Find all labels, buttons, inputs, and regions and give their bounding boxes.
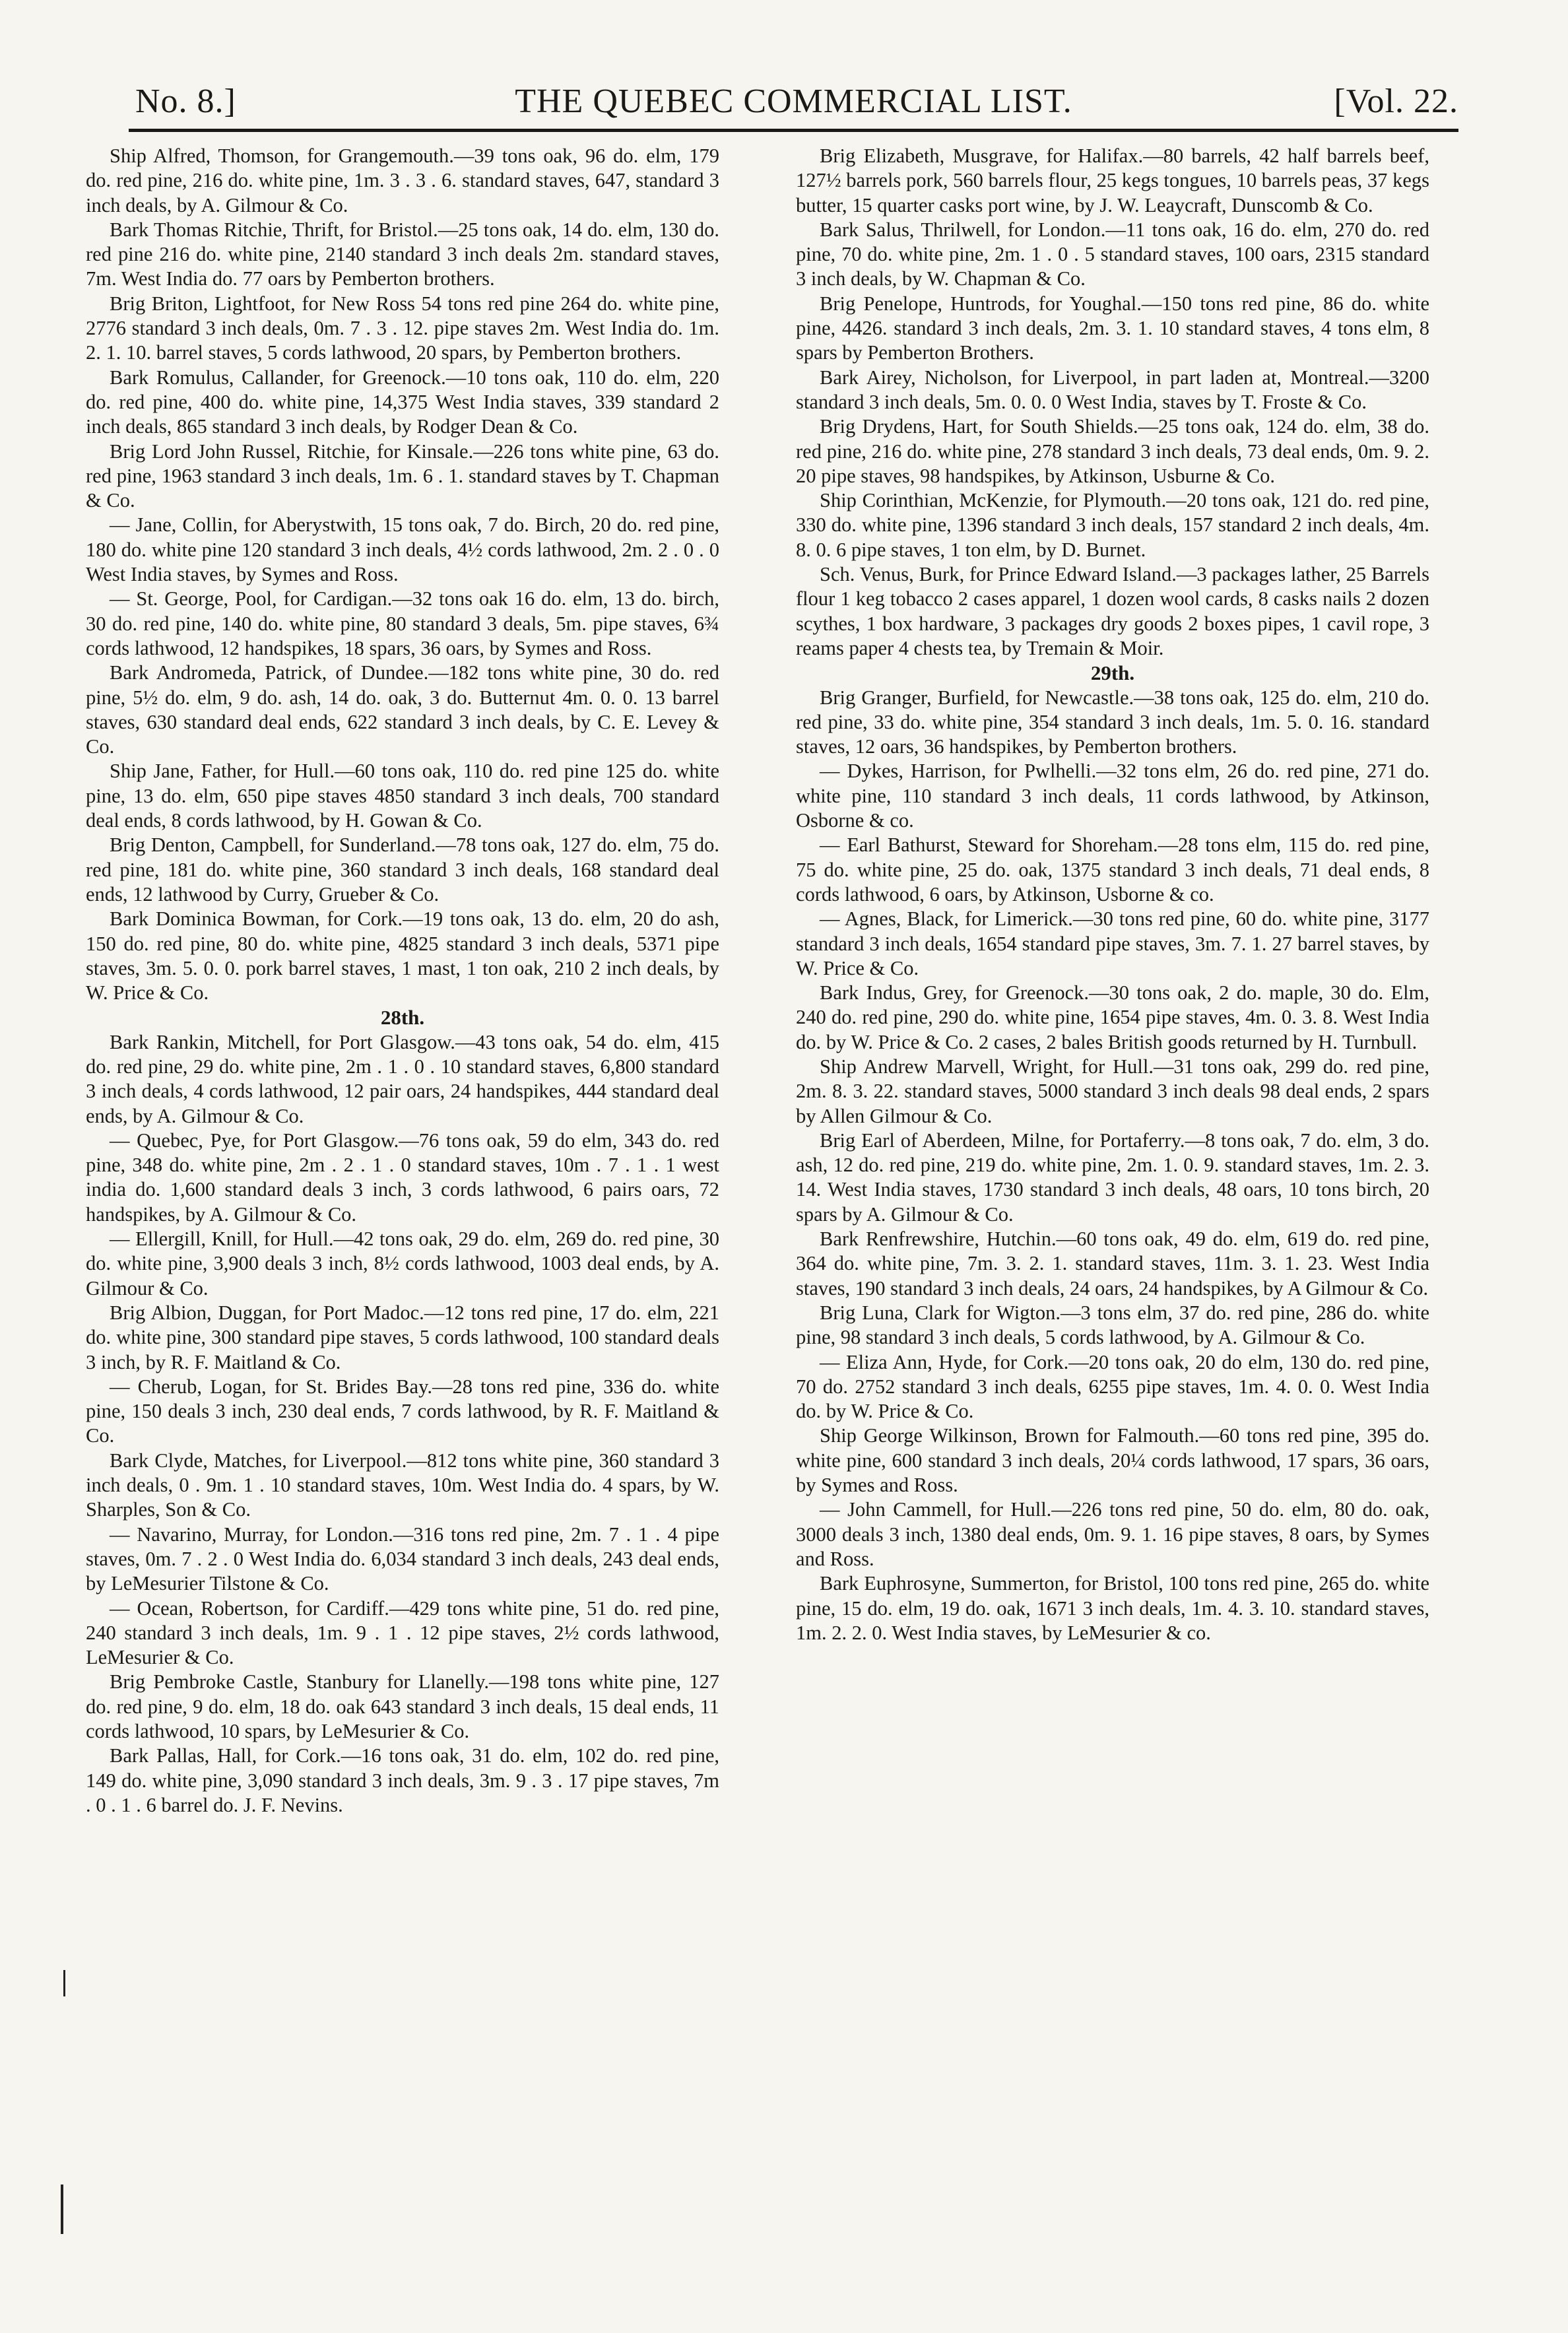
shipping-entry: Sch. Venus, Burk, for Prince Edward Island.—3 packages lather, 25 Barrels flour 1 keg tobacco 2 cases apparel, 1 dozen wool cards, 8 casks nails 2 dozen scythes, 1 box hardware, 3 packages dry goods 2 boxes pipes, 1 cavil rope, 3 reams paper 4 chests tea, by Tremain & Moir. xyxy=(796,563,1429,659)
shipping-entry: Brig Denton, Campbell, for Sunderland.—78 tons oak, 127 do. elm, 75 do. red pine, 181 do. white pine, 360 standard 3 inch deals, 168 standard deal ends, 12 lathwood by Curry, Grueber & Co. xyxy=(86,834,719,905)
shipping-entry: — Eliza Ann, Hyde, for Cork.—20 tons oak, 20 do elm, 130 do. red pine, 70 do. 2752 standard 3 inch deals, 6255 pipe staves, 1m. 4. 0. 0. West India do. by W. Price & Co. xyxy=(796,1350,1429,1423)
shipping-entry: Bark Renfrewshire, Hutchin.—60 tons oak, 49 do. elm, 619 do. red pine, 364 do. white pine, 7m. 3. 2. 1. standard staves, 11m. 3. 1. 23. West India staves, 190 standard 3 inch deals, 24 oars, 24 handspikes, by A Gilmour & Co. xyxy=(796,1228,1429,1299)
shipping-entry: — Jane, Collin, for Aberystwith, 15 tons oak, 7 do. Birch, 20 do. red pine, 180 do. white pine 120 standard 3 inch deals, 4½ cords lathwood, 2m. 2 . 0 . 0 West India staves, by Symes and Ross. xyxy=(86,513,719,586)
shipping-entry: Ship Andrew Marvell, Wright, for Hull.—31 tons oak, 299 do. red pine, 2m. 8. 3. 22. standard staves, 5000 standard 3 inch deals 98 deal ends, 2 spars by Allen Gilmour & Co. xyxy=(796,1055,1429,1127)
shipping-entry: Ship Alfred, Thomson, for Grangemouth.—39 tons oak, 96 do. elm, 179 do. red pine, 216 do. white pine, 1m. 3 . 3 . 6. standard staves, 647, standard 3 inch deals, by A. Gilmour & Co. xyxy=(86,145,719,216)
issue-number: No. 8.] xyxy=(135,82,236,120)
shipping-entry: Bark Indus, Grey, for Greenock.—30 tons oak, 2 do. maple, 30 do. Elm, 240 do. red pine, 290 do. white pine, 1654 pipe staves, 4m. 0. 3. 8. West India do. by W. Price & Co. 2 cases, 2 bales British goods returned by H. Turnbull. xyxy=(796,981,1429,1053)
shipping-entry: Bark Rankin, Mitchell, for Port Glasgow.—43 tons oak, 54 do. elm, 415 do. red pine, 29 do. white pine, 2m . 1 . 0 . 10 standard staves, 6,800 standard 3 inch deals, 4 cords lathwood, 12 pair oars, 24 handspikes, 444 standard deal ends, by A. Gilmour & Co. xyxy=(86,1030,719,1127)
date-heading: 28th. xyxy=(380,1006,425,1030)
shipping-entry: — Agnes, Black, for Limerick.—30 tons red pine, 60 do. white pine, 3177 standard 3 inch deals, 1654 standard pipe staves, 3m. 7. 1. 27 barrel staves, by W. Price & Co. xyxy=(796,907,1429,979)
shipping-entry: Brig Briton, Lightfoot, for New Ross 54 tons red pine 264 do. white pine, 2776 standard 3 inch deals, 0m. 7 . 3 . 12. pipe staves 2m. West India do. 1m. 2. 1. 10. barrel staves, 5 cords lathwood, 20 spars, by Pemberton brothers. xyxy=(86,292,719,364)
shipping-entry: — St. George, Pool, for Cardigan.—32 tons oak 16 do. elm, 13 do. birch, 30 do. red pine, 140 do. white pine, 80 standard 3 deals, 5m. pipe staves, 6¾ cords lathwood, 12 handspikes, 18 spars, 36 oars, by Symes and Ross. xyxy=(86,587,719,659)
margin-mark xyxy=(63,1970,65,1996)
shipping-entry: Bark Airey, Nicholson, for Liverpool, in part laden at, Montreal.—3200 standard 3 inch deals, 5m. 0. 0. 0 West India, staves by T. Froste & Co. xyxy=(796,366,1429,413)
header-rule xyxy=(129,129,1458,132)
shipping-entry: Brig Luna, Clark for Wigton.—3 tons elm, 37 do. red pine, 286 do. white pine, 98 standard 3 inch deals, 5 cords lathwood, by A. Gilmour & Co. xyxy=(796,1301,1429,1349)
shipping-entry: — Dykes, Harrison, for Pwlhelli.—32 tons elm, 26 do. red pine, 271 do. white pine, 110 standard 3 inch deals, 11 cords lathwood, by Atkinson, Osborne & co. xyxy=(796,760,1429,832)
shipping-entry: Bark Clyde, Matches, for Liverpool.—812 tons white pine, 360 standard 3 inch deals, 0 . 9m. 1 . 10 standard staves, 10m. West India do. 4 spars, by W. Sharples, Son & Co. xyxy=(86,1449,719,1521)
right-column xyxy=(796,144,1429,2333)
shipping-entry: Brig Drydens, Hart, for South Shields.—25 tons oak, 124 do. elm, 38 do. red pine, 216 do. white pine, 278 standard 3 inch deals, 73 deal ends, 0m. 9. 2. 20 pipe staves, 98 handspikes, by Atkinson, Usburne & Co. xyxy=(796,415,1429,487)
shipping-entry: Bark Pallas, Hall, for Cork.—16 tons oak, 31 do. elm, 102 do. red pine, 149 do. white pine, 3,090 standard 3 inch deals, 3m. 9 . 3 . 17 pipe staves, 7m . 0 . 1 . 6 barrel do. J. F. Nevins. xyxy=(86,1744,719,1816)
shipping-entry: Bark Salus, Thrilwell, for London.—11 tons oak, 16 do. elm, 270 do. red pine, 70 do. white pine, 2m. 1 . 0 . 5 standard staves, 100 oars, 2315 standard 3 inch deals, by W. Chapman & Co. xyxy=(796,218,1429,290)
shipping-entry: — Ocean, Robertson, for Cardiff.—429 tons white pine, 51 do. red pine, 240 standard 3 inch deals, 1m. 9 . 1 . 12 pipe staves, 2½ cords lathwood, LeMesurier & Co. xyxy=(86,1596,719,1669)
page-header xyxy=(129,78,1458,131)
shipping-entry: Brig Albion, Duggan, for Port Madoc.—12 tons red pine, 17 do. elm, 221 do. white pine, 300 standard pipe staves, 5 cords lathwood, 100 standard deals 3 inch, by R. F. Maitland & Co. xyxy=(86,1301,719,1373)
shipping-entry: — Quebec, Pye, for Port Glasgow.—76 tons oak, 59 do elm, 343 do. red pine, 348 do. white pine, 2m . 2 . 1 . 0 standard staves, 10m . 7 . 1 . 1 west india do. 1,600 standard deals 3 inch, 3 cords lathwood, 6 pairs oars, 72 handspikes, by A. Gilmour & Co. xyxy=(86,1129,719,1226)
shipping-entry: Ship Jane, Father, for Hull.—60 tons oak, 110 do. red pine 125 do. white pine, 13 do. elm, 650 pipe staves 4850 standard 3 inch deals, 700 standard deal ends, 8 cords lathwood, by H. Gowan & Co. xyxy=(86,760,719,832)
shipping-entry: Bark Euphrosyne, Summerton, for Bristol, 100 tons red pine, 265 do. white pine, 15 do. elm, 19 do. oak, 1671 3 inch deals, 1m. 4. 3. 10. standard staves, 1m. 2. 2. 0. West India staves, by LeMesurier & co. xyxy=(796,1572,1429,1644)
shipping-entry: Brig Earl of Aberdeen, Milne, for Portaferry.—8 tons oak, 7 do. elm, 3 do. ash, 12 do. red pine, 219 do. white pine, 2m. 1. 0. 9. standard staves, 1m. 2. 3. 14. West India staves, 1730 standard 3 inch deals, 48 oars, 10 tons birch, 20 spars by A. Gilmour & Co. xyxy=(796,1129,1429,1226)
shipping-entry: Bark Romulus, Callander, for Greenock.—10 tons oak, 110 do. elm, 220 do. red pine, 400 do. white pine, 14,375 West India staves, 339 standard 2 inch deals, 865 standard 3 inch deals, by Rodger Dean & Co. xyxy=(86,366,719,438)
shipping-entry: Ship Corinthian, McKenzie, for Plymouth.—20 tons oak, 121 do. red pine, 330 do. white pine, 1396 standard 3 inch deals, 157 standard 2 inch deals, 4m. 8. 0. 6 pipe staves, 1 ton elm, by D. Burnet. xyxy=(796,489,1429,561)
shipping-entry: Brig Lord John Russel, Ritchie, for Kinsale.—226 tons white pine, 63 do. red pine, 1963 standard 3 inch deals, 1m. 6 . 1. standard staves by T. Chapman & Co. xyxy=(86,440,719,512)
shipping-entry: Brig Elizabeth, Musgrave, for Halifax.—80 barrels, 42 half barrels beef, 127½ barrels pork, 560 barrels flour, 25 kegs tongues, 10 barrels peas, 37 kegs butter, 15 quarter casks port wine, by J. W. Leaycraft, Dunscomb & Co. xyxy=(796,145,1429,216)
date-heading: 29th. xyxy=(1090,661,1135,685)
shipping-entry: Bark Dominica Bowman, for Cork.—19 tons oak, 13 do. elm, 20 do ash, 150 do. red pine, 80 do. white pine, 4825 standard 3 inch deals, 5371 pipe staves, 3m. 5. 0. 0. pork barrel staves, 1 mast, 1 ton oak, 210 2 inch deals, by W. Price & Co. xyxy=(86,907,719,1004)
shipping-entry: Brig Penelope, Huntrods, for Youghal.—150 tons red pine, 86 do. white pine, 4426. standard 3 inch deals, 2m. 3. 1. 10 standard staves, 4 tons elm, 8 spars by Pemberton Brothers. xyxy=(796,292,1429,364)
left-column xyxy=(86,144,719,2333)
shipping-entry: Ship George Wilkinson, Brown for Falmouth.—60 tons red pine, 395 do. white pine, 600 standard 3 inch deals, 20¼ cords lathwood, 17 spars, 36 oars, by Symes and Ross. xyxy=(796,1424,1429,1497)
shipping-entry: — Cherub, Logan, for St. Brides Bay.—28 tons red pine, 336 do. white pine, 150 deals 3 inch, 230 deal ends, 7 cords lathwood, by R. F. Maitland & Co. xyxy=(86,1375,719,1447)
shipping-entry: Brig Granger, Burfield, for Newcastle.—38 tons oak, 125 do. elm, 210 do. red pine, 33 do. white pine, 354 standard 3 inch deals, 1m. 5. 0. 16. standard staves, 12 oars, 36 handspikes, by Pemberton brothers. xyxy=(796,686,1429,758)
shipping-entry: Bark Thomas Ritchie, Thrift, for Bristol.—25 tons oak, 14 do. elm, 130 do. red pine 216 do. white pine, 2140 standard 3 inch deals 2m. standard staves, 7m. West India do. 77 oars by Pemberton brothers. xyxy=(86,218,719,290)
margin-mark xyxy=(61,2185,63,2234)
shipping-entry: Brig Pembroke Castle, Stanbury for Llanelly.—198 tons white pine, 127 do. red pine, 9 do. elm, 18 do. oak 643 standard 3 inch deals, 15 deal ends, 11 cords lathwood, 10 spars, by LeMesurier & Co. xyxy=(86,1670,719,1742)
shipping-entry: Bark Andromeda, Patrick, of Dundee.—182 tons white pine, 30 do. red pine, 5½ do. elm, 9 do. ash, 14 do. oak, 3 do. Butternut 4m. 0. 0. 13 barrel staves, 630 standard deal ends, 622 standard 3 inch deals, by C. E. Levey & Co. xyxy=(86,661,719,758)
shipping-entry: — Earl Bathurst, Steward for Shoreham.—28 tons elm, 115 do. red pine, 75 do. white pine, 25 do. oak, 1375 standard 3 inch deals, 71 deal ends, 8 cords lathwood, 6 oars, by Atkinson, Usborne & co. xyxy=(796,834,1429,905)
shipping-entry: — John Cammell, for Hull.—226 tons red pine, 50 do. elm, 80 do. oak, 3000 deals 3 inch, 1380 deal ends, 0m. 9. 1. 16 pipe staves, 8 oars, by Symes and Ross. xyxy=(796,1498,1429,1570)
page-title: THE QUEBEC COMMERCIAL LIST. xyxy=(515,82,1072,120)
shipping-entry: — Ellergill, Knill, for Hull.—42 tons oak, 29 do. elm, 269 do. red pine, 30 do. white pine, 3,900 deals 3 inch, 8½ cords lathwood, 1003 deal ends, by A. Gilmour & Co. xyxy=(86,1228,719,1299)
shipping-entry: — Navarino, Murray, for London.—316 tons red pine, 2m. 7 . 1 . 4 pipe staves, 0m. 7 . 2 . 0 West India do. 6,034 standard 3 inch deals, 243 deal ends, by LeMesurier Tilstone & Co. xyxy=(86,1523,719,1595)
volume-number: [Vol. 22. xyxy=(1334,82,1458,120)
